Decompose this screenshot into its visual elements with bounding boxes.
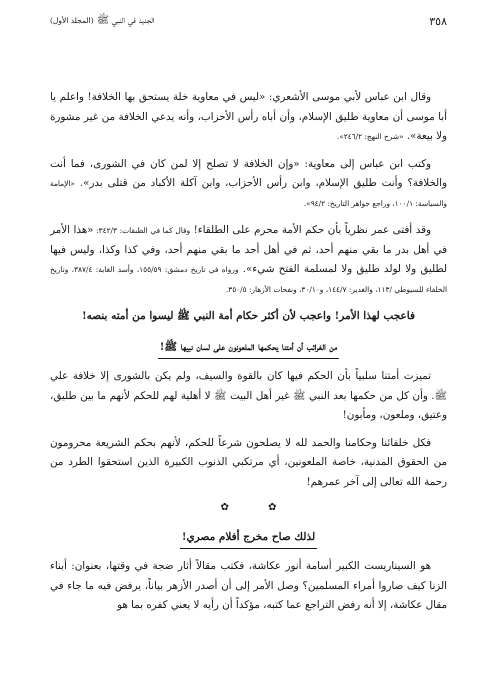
- paragraph-5: فكل خلفائنا وحكامنا والحمد لله لا يصلحون شرعاً للحكم، لأنهم بحكم الشريعة محرومون من الحقوق المدنية، خاصة الملعونين، أي مرتكبي الذنوب الكبيرة الذين استحقوا الطرد من رحمة الله تعالى إلى آخر عمرهم!: [50, 436, 447, 488]
- paragraph-2: [50, 155, 447, 214]
- paragraph-3-quote: «هذا الأمر في أهل بدر ما بقي منهم أحد، ثم في أهل أحد ما بقي منهم أحد، وفي كذا وكذا، وليس فيها لطليق ولا لولد طليق ولا لمسلمة الفتح شيء».: [50, 224, 448, 275]
- flower-ornament-icon: ✿ ✿: [220, 502, 295, 513]
- subheading-1-text: من الغرائب أن أمتنا يحكمها الملعونون على لسان نبيها ﷺ!: [158, 339, 339, 359]
- page-number: ٣٥٨: [429, 14, 447, 28]
- subheading-2-text: لذلك صاح مخرج أفلام مصري!: [180, 529, 317, 549]
- reference-2: «الإمامة والسياسة: ١٠٠/١، وراجع جواهر التاريخ: ٩٤/٢».: [50, 179, 447, 208]
- paragraph-2-text: وكتب ابن عباس إلى معاوية: «وإن الخلافة لا تصلح إلا لمن كان في الشورى، فما أنت والخلافة؟ وأنت طليق الإسلام، وابن رأس الأحزاب، وابن آكلة الأكباد من قتلى بدر».: [50, 157, 447, 189]
- reference-3b: ورواه في تاريخ دمشق: ١٥٥/٥٩، وأسد الغابة: ٣٨٧/٤، وتاريخ الخلفاء للسيوطي /١١٣، والغدير: ١٤٤/٧، و٣٠/١٠، ونفحات الأزهار: ٣٥٠/٥.: [50, 265, 447, 294]
- book-title: الجديد في النبي ﷺ: [96, 15, 155, 26]
- volume-label: (المجلد الأول): [50, 16, 94, 25]
- subheading-2: [50, 525, 447, 549]
- paragraph-1: [50, 88, 447, 147]
- running-title: [50, 14, 154, 28]
- paragraph-1-text: وقال ابن عباس لأبي موسى الأشعري: «ليس في معاوية خلة يستحق بها الخلافة! واعلم يا أبا موسى أن معاوية طليق الإسلام، وأن أباه رأس الأحزاب، وأنه يدعي الخلافة من غير مشورة ولا بيعة».: [50, 91, 447, 142]
- paragraph-6: هو السيناريست الكبير أسامة أنور عكاشة، فكتب مقالاً أثار ضجة في وقتها، بعنوان: أبناء الزنا كيف صاروا أمراء المسلمين؟ وصل الأمر إلى أن أصدر الأزهر بياناً، يرفض فيه ما جاء في مقال عكاشة، إلا أنه رفض التراجع عما كتبه، مؤكداً أن رأيه لا يعني كفره بما هو: [50, 560, 447, 611]
- reference-1: «شرح النهج: ٢٤٦/٢».: [336, 132, 404, 141]
- callout-text: فاعجب لهذا الأمر! واعجب لأن أكثر حكام أمة النبي ﷺ ليسوا من أمته بنصه!: [82, 310, 415, 322]
- subheading-1: [50, 335, 447, 359]
- reference-3a: وقال كما في الطبقات: ٣٤٢/٣:: [93, 226, 191, 235]
- paragraph-3: [50, 221, 447, 299]
- paragraph-4: تميزت أمتنا سلبياً بأن الحكم فيها كان بالقوة والسيف، ولم يكن بالشورى إلا خلافة علي ﷺ. وأن كل من حكمها بعد النبي ﷺ غير أهل البيت ﷺ لا أهلية لهم للحكم لأنهم ما بين طليق، وعتيق، وملعون، ومأبون!: [50, 370, 447, 421]
- page-body: [50, 88, 447, 624]
- paragraph-3-text: وقد أفتى عمر نظرياً بأن حكم الأمة محرم على الطلقاء!: [190, 224, 431, 236]
- page-header: [50, 12, 447, 30]
